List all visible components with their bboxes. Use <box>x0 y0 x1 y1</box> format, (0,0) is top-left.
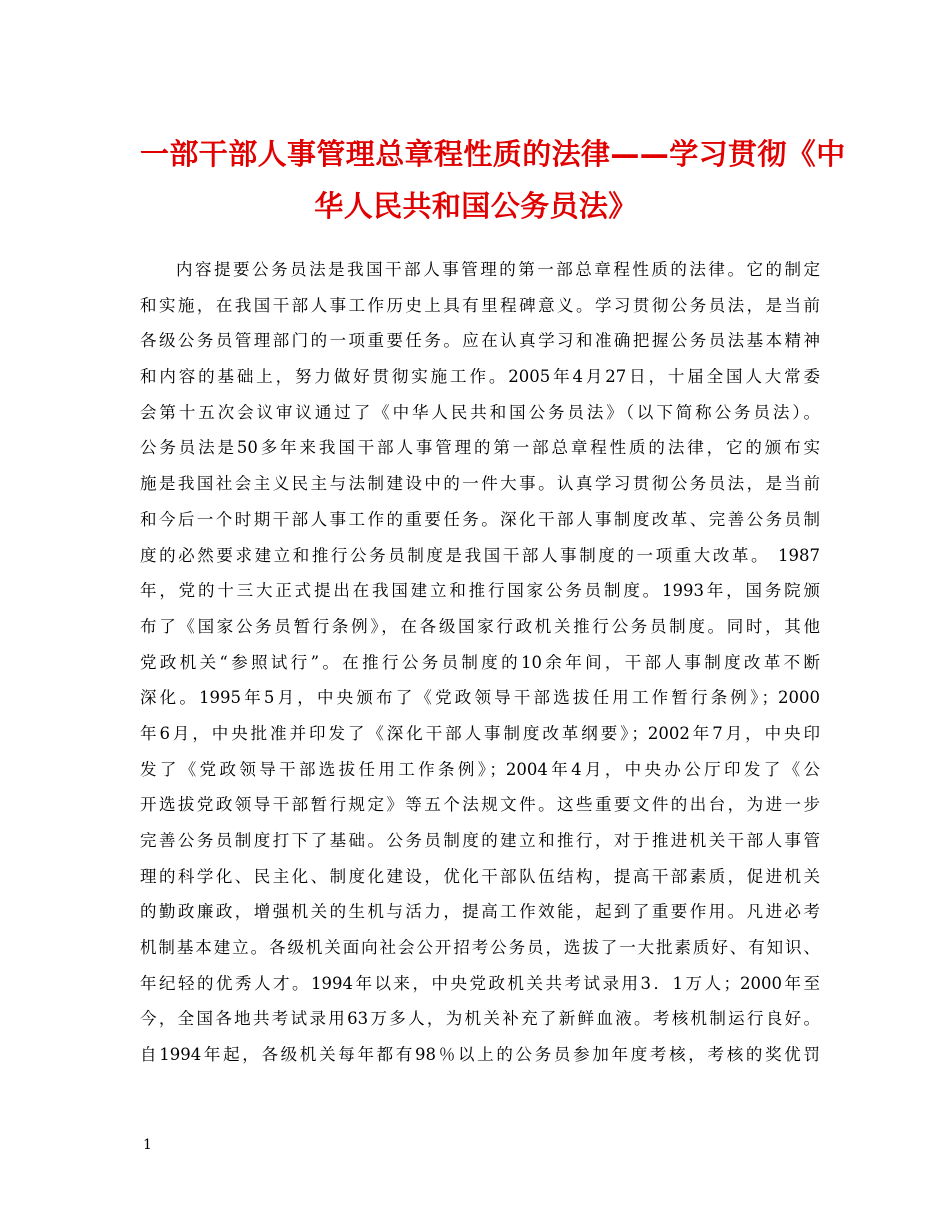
page-number: 1 <box>143 1137 152 1153</box>
body-line: 年6月，中央批准并印发了《深化干部人事制度改革纲要》；2002年7月，中央印 <box>140 723 820 743</box>
title-line-2: 华人民共和国公务员法》 <box>314 189 638 223</box>
body-line: 度的必然要求建立和推行公务员制度是我国干部人事制度的一项重大改革。 1987 <box>140 545 820 565</box>
body-line: 年纪轻的优秀人才。1994年以来，中央党政机关共考试录用3．1万人；2000年至 <box>140 973 820 993</box>
body-line: 和实施，在我国干部人事工作历史上具有里程碑意义。学习贯彻公务员法，是当前 <box>140 295 820 315</box>
body-line: 布了《国家公务员暂行条例》，在各级国家行政机关推行公务员制度。同时，其他 <box>140 616 820 636</box>
body-line: 施是我国社会主义民主与法制建设中的一件大事。认真学习贯彻公务员法，是当前 <box>140 474 820 494</box>
body-line: 会第十五次会议审议通过了《中华人民共和国公务员法》（以下简称公务员法）。 <box>140 402 820 422</box>
document-title <box>140 128 846 232</box>
body-line: 内容提要公务员法是我国干部人事管理的第一部总章程性质的法律。它的制定 <box>176 260 820 279</box>
body-line: 各级公务员管理部门的一项重要任务。应在认真学习和准确把握公务员法基本精神 <box>140 331 820 351</box>
body-line: 公务员法是50多年来我国干部人事管理的第一部总章程性质的法律，它的颁布实 <box>140 438 820 458</box>
body-line: 的勤政廉政，增强机关的生机与活力，提高工作效能，起到了重要作用。凡进必考 <box>140 902 820 922</box>
body-line: 年，党的十三大正式提出在我国建立和推行国家公务员制度。1993年，国务院颁 <box>140 581 820 601</box>
body-line: 和内容的基础上，努力做好贯彻实施工作。2005年4月27日，十届全国人大常委 <box>140 367 820 387</box>
body-line: 今，全国各地共考试录用63万多人，为机关补充了新鲜血液。考核机制运行良好。 <box>140 1009 820 1029</box>
title-line-1: 一部干部人事管理总章程性质的法律——学习贯彻《中 <box>140 137 846 171</box>
body-line: 党政机关“参照试行”。在推行公务员制度的10余年间，干部人事制度改革不断 <box>140 652 820 672</box>
body-line: 发了《党政领导干部选拔任用工作条例》；2004年4月，中央办公厅印发了《公 <box>140 759 820 779</box>
body-line: 开选拔党政领导干部暂行规定》等五个法规文件。这些重要文件的出台，为进一步 <box>140 795 820 815</box>
body-line: 机制基本建立。各级机关面向社会公开招考公务员，选拔了一大批素质好、有知识、 <box>140 938 820 958</box>
body-paragraph <box>140 252 820 1073</box>
body-line: 理的科学化、民主化、制度化建设，优化干部队伍结构，提高干部素质，促进机关 <box>140 866 820 886</box>
body-line: 自1994年起，各级机关每年都有98％以上的公务员参加年度考核，考核的奖优罚 <box>140 1045 820 1065</box>
body-line: 深化。1995年5月，中央颁布了《党政领导干部选拔任用工作暂行条例》；2000 <box>140 688 820 708</box>
body-line: 完善公务员制度打下了基础。公务员制度的建立和推行，对于推进机关干部人事管 <box>140 831 820 850</box>
body-line: 和今后一个时期干部人事工作的重要任务。深化干部人事制度改革、完善公务员制 <box>140 509 820 529</box>
